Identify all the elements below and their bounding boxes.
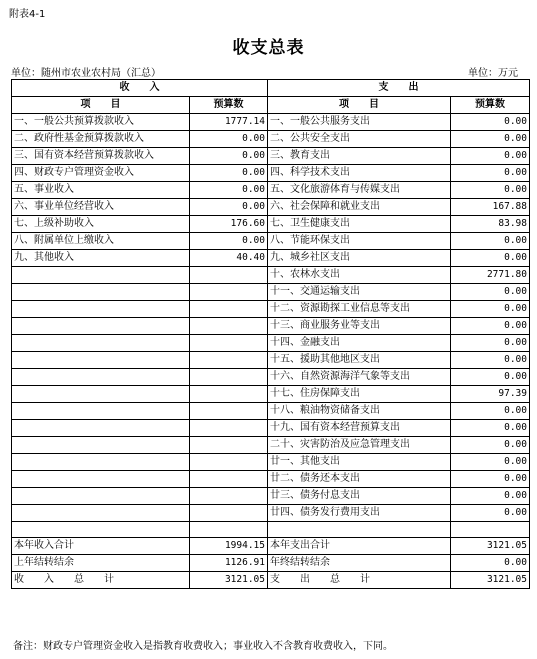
expense-value-cell: 0.00 — [451, 182, 530, 199]
expense-item-cell: 十一、交通运输支出 — [268, 284, 451, 301]
table-row — [12, 471, 530, 488]
expense-item-cell: 十七、住房保障支出 — [268, 386, 451, 403]
income-item-cell — [12, 267, 190, 284]
income-value-cell: 0.00 — [190, 182, 268, 199]
income-value-cell: 0.00 — [190, 131, 268, 148]
expense-value-cell: 0.00 — [451, 352, 530, 369]
expense-item-cell: 廿一、其他支出 — [268, 454, 451, 471]
income-value-cell — [190, 437, 268, 454]
expense-value-cell: 3121.05 — [451, 538, 530, 555]
income-value-cell — [190, 420, 268, 437]
table-row — [12, 572, 530, 589]
page-title: 收支总表 — [232, 38, 305, 58]
income-value-cell — [190, 454, 268, 471]
income-item-cell: 本年收入合计 — [12, 538, 190, 555]
expense-value-cell: 0.00 — [451, 114, 530, 131]
income-item-cell: 二、政府性基金预算拨款收入 — [12, 131, 190, 148]
table-row — [12, 369, 530, 386]
table-row — [12, 318, 530, 335]
table-row — [12, 538, 530, 555]
income-value-cell: 0.00 — [190, 233, 268, 250]
income-item-cell — [12, 386, 190, 403]
income-item-cell — [12, 420, 190, 437]
income-value-cell: 176.60 — [190, 216, 268, 233]
table-row — [12, 267, 530, 284]
income-value-cell — [190, 352, 268, 369]
expense-value-cell: 0.00 — [451, 505, 530, 522]
expense-value-cell: 0.00 — [451, 488, 530, 505]
income-item-cell: 三、国有资本经营预算拨款收入 — [12, 148, 190, 165]
income-item-cell: 五、事业收入 — [12, 182, 190, 199]
income-value-cell — [190, 403, 268, 420]
expense-item-header: 项 目 — [268, 97, 451, 114]
expense-value-cell: 0.00 — [451, 284, 530, 301]
income-expense-table — [11, 79, 530, 589]
expense-value-cell: 2771.80 — [451, 267, 530, 284]
income-item-cell — [12, 454, 190, 471]
expense-value-cell: 0.00 — [451, 250, 530, 267]
unit-organization: 单位：随州市农业农村局（汇总） — [11, 68, 161, 79]
expense-value-cell: 0.00 — [451, 420, 530, 437]
table-row — [12, 488, 530, 505]
expense-item-cell: 八、节能环保支出 — [268, 233, 451, 250]
income-header: 收 入 — [12, 80, 268, 97]
expense-item-cell: 三、教育支出 — [268, 148, 451, 165]
income-value-cell: 0.00 — [190, 165, 268, 182]
expense-item-cell: 本年支出合计 — [268, 538, 451, 555]
table-row — [12, 165, 530, 182]
income-item-header: 项 目 — [12, 97, 190, 114]
income-item-cell — [12, 403, 190, 420]
income-value-cell: 0.00 — [190, 148, 268, 165]
expense-item-cell: 二十、灾害防治及应急管理支出 — [268, 437, 451, 454]
table-row — [12, 555, 530, 572]
income-item-cell: 四、财政专户管理资金收入 — [12, 165, 190, 182]
income-value-cell — [190, 369, 268, 386]
income-item-cell: 九、其他收入 — [12, 250, 190, 267]
expense-item-cell: 支 出 总 计 — [268, 572, 451, 589]
expense-value-cell: 0.00 — [451, 437, 530, 454]
expense-item-cell: 四、科学技术支出 — [268, 165, 451, 182]
expense-item-cell: 廿二、债务还本支出 — [268, 471, 451, 488]
expense-item-cell: 九、城乡社区支出 — [268, 250, 451, 267]
income-value-cell — [190, 505, 268, 522]
table-row — [12, 454, 530, 471]
income-item-cell — [12, 471, 190, 488]
income-item-cell: 上年结转结余 — [12, 555, 190, 572]
income-item-cell — [12, 352, 190, 369]
income-value-cell: 40.40 — [190, 250, 268, 267]
income-item-cell: 七、上级补助收入 — [12, 216, 190, 233]
expense-value-cell — [451, 522, 530, 538]
income-budget-header: 预算数 — [190, 97, 268, 114]
expense-item-cell: 一、一般公共服务支出 — [268, 114, 451, 131]
income-item-cell — [12, 505, 190, 522]
table-header-row — [12, 80, 530, 97]
income-value-cell: 1777.14 — [190, 114, 268, 131]
expense-value-cell: 0.00 — [451, 369, 530, 386]
income-item-cell — [12, 301, 190, 318]
income-value-cell — [190, 386, 268, 403]
income-value-cell — [190, 471, 268, 488]
table-row — [12, 522, 530, 538]
expense-value-cell: 167.88 — [451, 199, 530, 216]
income-item-cell — [12, 318, 190, 335]
expense-value-cell: 0.00 — [451, 335, 530, 352]
income-value-cell: 1126.91 — [190, 555, 268, 572]
table-row — [12, 403, 530, 420]
income-item-cell: 收 入 总 计 — [12, 572, 190, 589]
expense-item-cell: 年终结转结余 — [268, 555, 451, 572]
expense-value-cell: 0.00 — [451, 165, 530, 182]
expense-value-cell: 0.00 — [451, 301, 530, 318]
footnote: 备注：财政专户管理资金收入是指教育收费收入；事业收入不含教育收费收入，下同。 — [13, 641, 393, 652]
expense-value-cell: 97.39 — [451, 386, 530, 403]
table-row — [12, 148, 530, 165]
income-value-cell: 0.00 — [190, 199, 268, 216]
expense-value-cell: 0.00 — [451, 131, 530, 148]
expense-value-cell: 0.00 — [451, 403, 530, 420]
table-row — [12, 131, 530, 148]
income-value-cell — [190, 488, 268, 505]
expense-header: 支 出 — [268, 80, 530, 97]
table-row — [12, 420, 530, 437]
income-item-cell: 八、附属单位上缴收入 — [12, 233, 190, 250]
expense-item-cell: 廿三、债务付息支出 — [268, 488, 451, 505]
income-item-cell — [12, 437, 190, 454]
income-item-cell — [12, 369, 190, 386]
table-row — [12, 437, 530, 454]
expense-budget-header: 预算数 — [451, 97, 530, 114]
income-item-cell — [12, 522, 190, 538]
expense-value-cell: 3121.05 — [451, 572, 530, 589]
expense-value-cell: 83.98 — [451, 216, 530, 233]
table-row — [12, 182, 530, 199]
attachment-label: 附表4-1 — [9, 9, 46, 20]
table-row — [12, 233, 530, 250]
table-row — [12, 250, 530, 267]
income-value-cell — [190, 318, 268, 335]
income-value-cell — [190, 301, 268, 318]
expense-item-cell: 十四、金融支出 — [268, 335, 451, 352]
expense-item-cell: 五、文化旅游体育与传媒支出 — [268, 182, 451, 199]
table-row — [12, 386, 530, 403]
expense-item-cell — [268, 522, 451, 538]
income-item-cell — [12, 488, 190, 505]
income-item-cell: 一、一般公共预算拨款收入 — [12, 114, 190, 131]
unit-currency: 单位：万元 — [468, 68, 518, 79]
expense-value-cell: 0.00 — [451, 318, 530, 335]
expense-value-cell: 0.00 — [451, 555, 530, 572]
expense-item-cell: 七、卫生健康支出 — [268, 216, 451, 233]
table-row — [12, 114, 530, 131]
income-item-cell: 六、事业单位经营收入 — [12, 199, 190, 216]
table-row — [12, 352, 530, 369]
table-row — [12, 216, 530, 233]
income-value-cell: 3121.05 — [190, 572, 268, 589]
expense-item-cell: 十九、国有资本经营预算支出 — [268, 420, 451, 437]
income-item-cell — [12, 335, 190, 352]
expense-item-cell: 二、公共安全支出 — [268, 131, 451, 148]
table-subheader-row — [12, 97, 530, 114]
expense-item-cell: 廿四、债务发行费用支出 — [268, 505, 451, 522]
expense-item-cell: 十二、资源勘探工业信息等支出 — [268, 301, 451, 318]
expense-item-cell: 十八、粮油物资储备支出 — [268, 403, 451, 420]
expense-item-cell: 十三、商业服务业等支出 — [268, 318, 451, 335]
table-row — [12, 335, 530, 352]
table-row — [12, 301, 530, 318]
expense-item-cell: 十六、自然资源海洋气象等支出 — [268, 369, 451, 386]
table-row — [12, 284, 530, 301]
income-value-cell — [190, 335, 268, 352]
income-value-cell: 1994.15 — [190, 538, 268, 555]
expense-value-cell: 0.00 — [451, 471, 530, 488]
income-item-cell — [12, 284, 190, 301]
income-value-cell — [190, 267, 268, 284]
expense-value-cell: 0.00 — [451, 233, 530, 250]
expense-value-cell: 0.00 — [451, 148, 530, 165]
expense-item-cell: 六、社会保障和就业支出 — [268, 199, 451, 216]
expense-item-cell: 十、农林水支出 — [268, 267, 451, 284]
expense-item-cell: 十五、援助其他地区支出 — [268, 352, 451, 369]
income-value-cell — [190, 284, 268, 301]
income-value-cell — [190, 522, 268, 538]
table-row — [12, 505, 530, 522]
expense-value-cell: 0.00 — [451, 454, 530, 471]
table-row — [12, 199, 530, 216]
